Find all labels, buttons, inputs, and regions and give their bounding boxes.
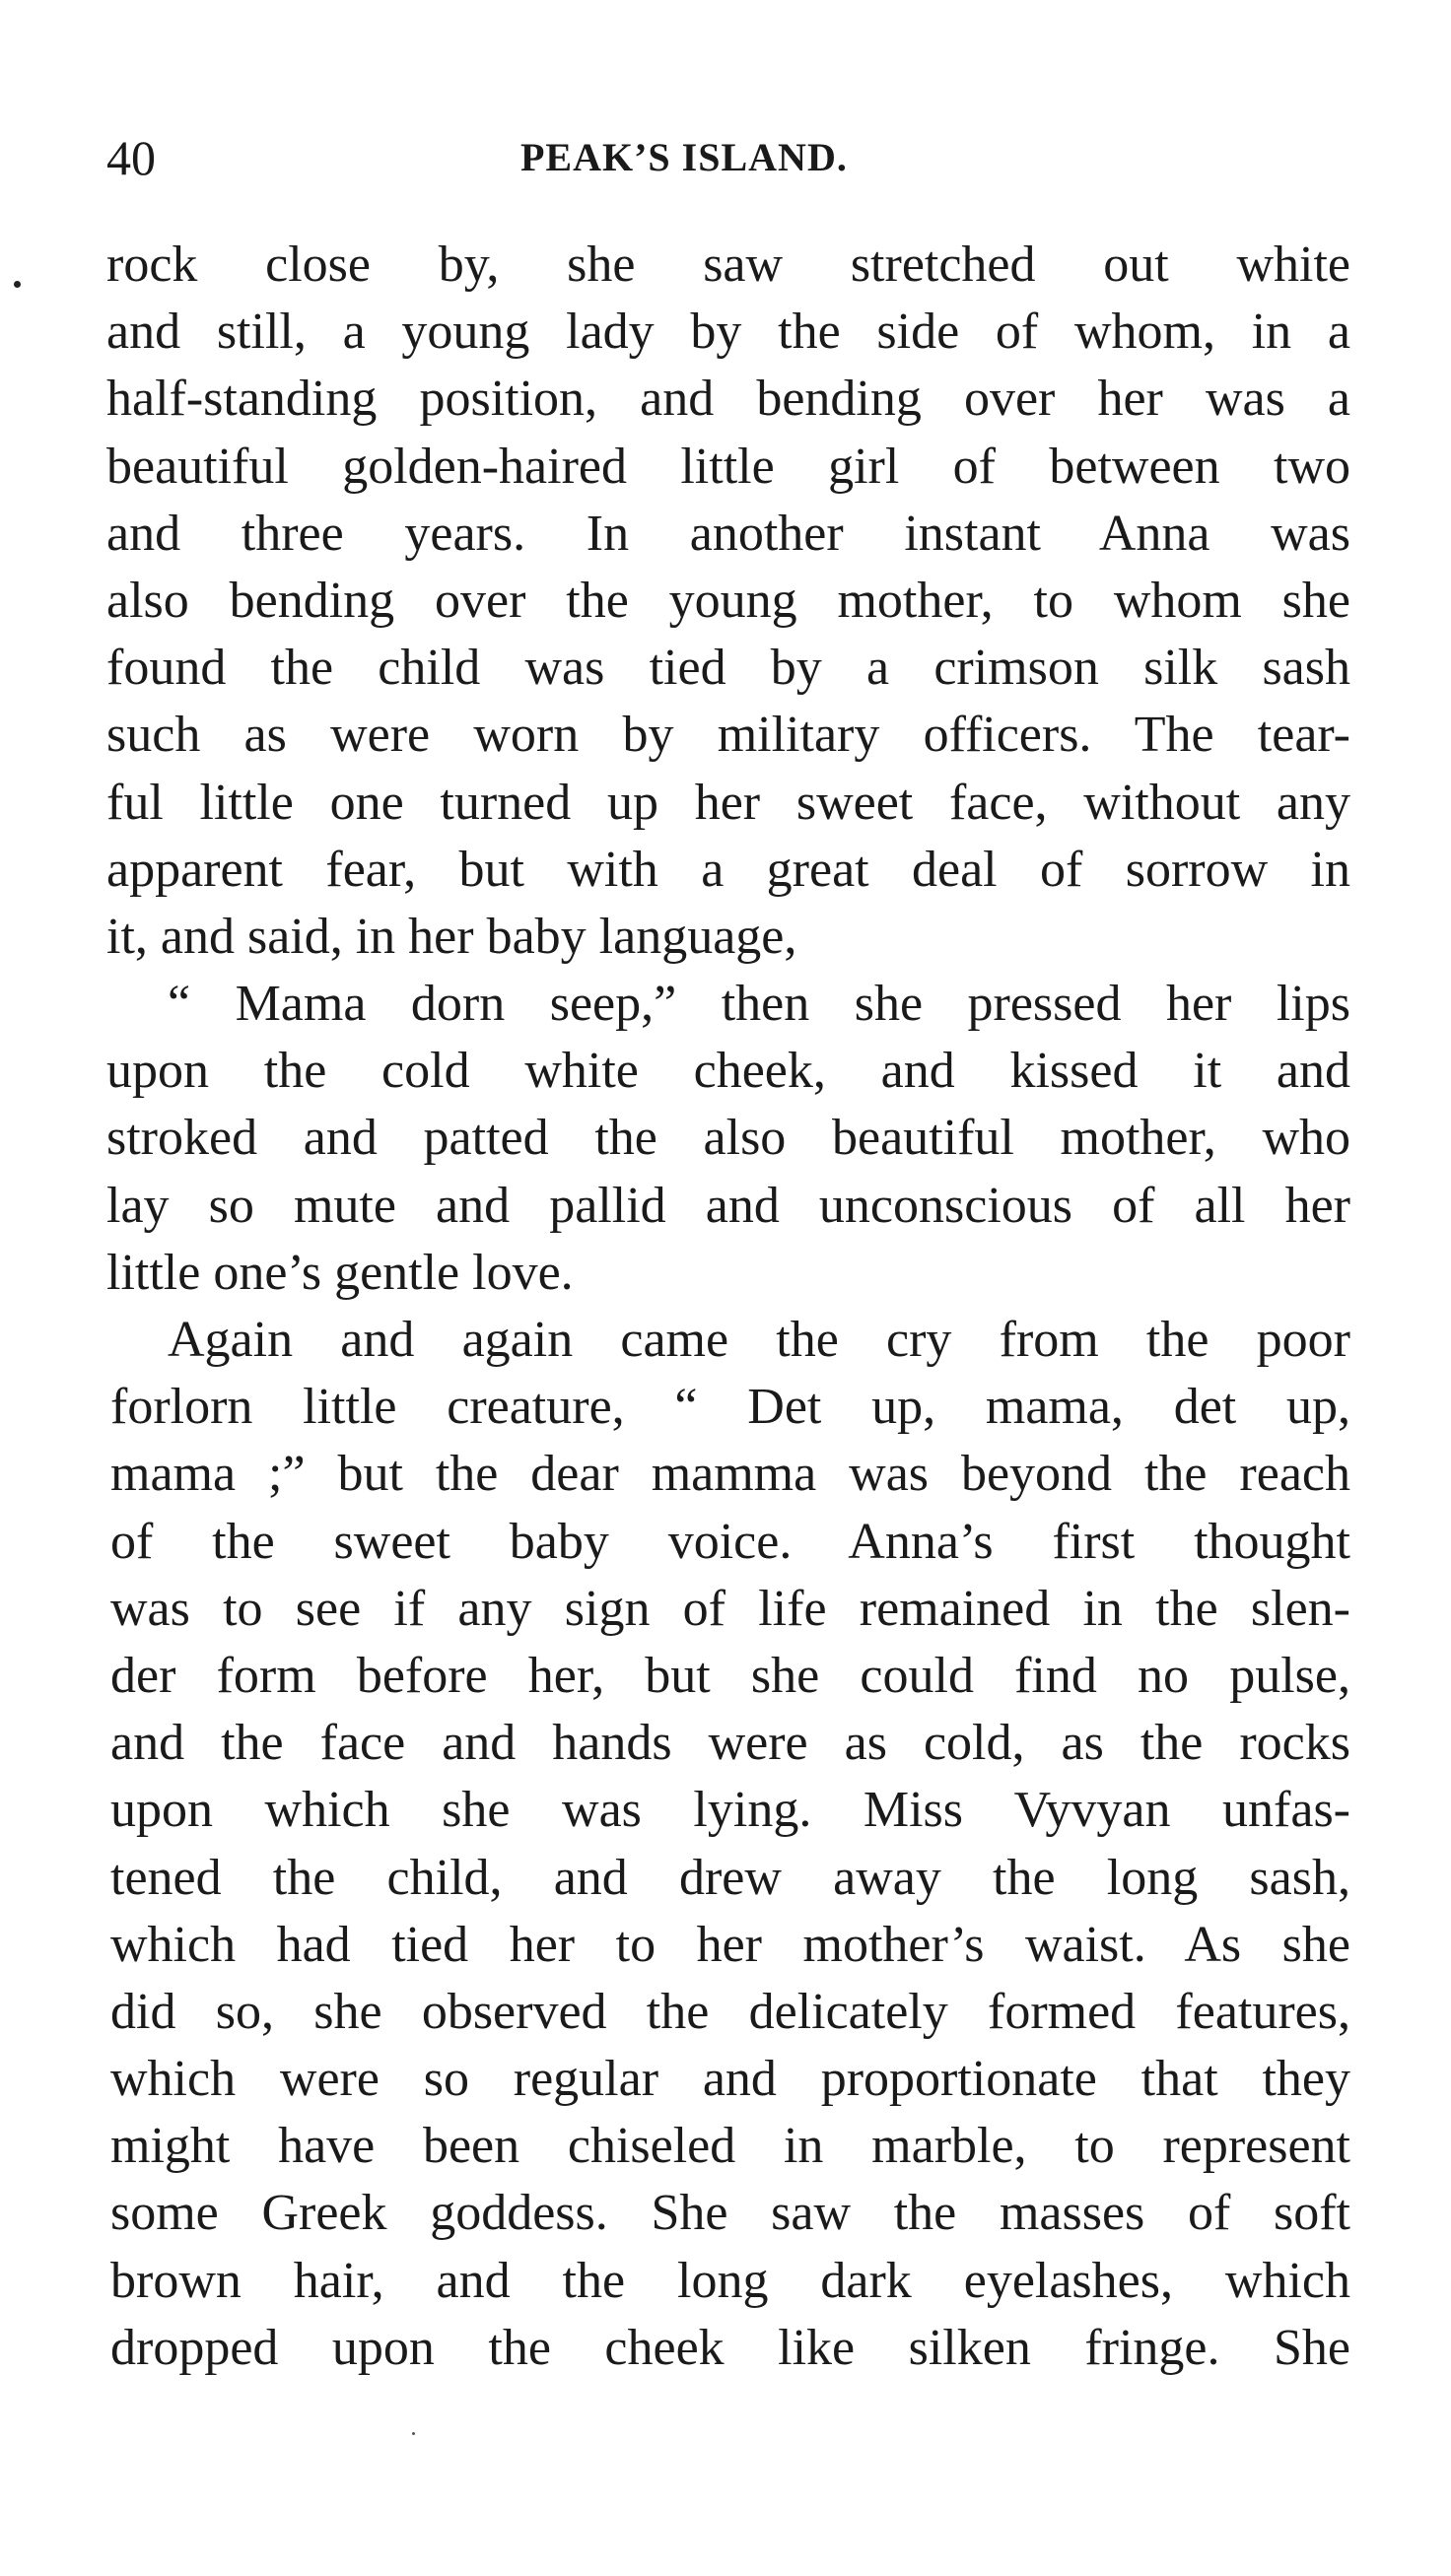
page-header [106,123,1370,192]
text-line: forlorn little creature, “ Det up, mama, det up, [110,1379,1350,1436]
text-line: upon which she was lying. Miss Vyvyan unfas- [110,1782,1350,1839]
text-line: upon the cold white cheek, and kissed it and [106,1043,1350,1100]
text-line: half-standing position, and bending over her was a [106,371,1350,428]
text-line: it, and said, in her baby language, [106,908,797,965]
text-line: brown hair, and the long dark eyelashes, which [110,2252,1350,2309]
margin-mark [14,281,21,288]
text-line: dropped upon the cheek like silken fringe. She [110,2319,1350,2376]
text-line: apparent fear, but with a great deal of sorrow in [106,841,1350,898]
text-line: which were so regular and proportionate that they [110,2051,1350,2108]
text-line: stroked and patted the also beautiful mother, who [106,1110,1350,1167]
text-line: mama ;” but the dear mamma was beyond the reach [110,1446,1350,1503]
text-line: little one’s gentle love. [106,1244,574,1301]
text-line: was to see if any sign of life remained in the slen- [110,1580,1350,1637]
text-line: ful little one turned up her sweet face, without any [106,774,1350,831]
text-line: tened the child, and drew away the long sash, [110,1849,1350,1906]
text-line: and still, a young lady by the side of whom, in a [106,304,1350,361]
text-line: found the child was tied by a crimson silk sash [106,640,1350,697]
page-number: 40 [106,130,156,185]
text-line: Again and again came the cry from the poor [168,1312,1350,1368]
text-line: did so, she observed the delicately formed features, [110,1983,1350,2040]
body-text [106,232,1350,2382]
text-line: such as were worn by military officers. The tear- [106,707,1350,764]
text-line: which had tied her to her mother’s waist. As she [110,1916,1350,1973]
text-line: might have been chiseled in marble, to represent [110,2118,1350,2175]
text-line: “ Mama dorn seep,” then she pressed her lips [168,976,1350,1033]
text-line: beautiful golden-haired little girl of between two [106,438,1350,495]
text-line: lay so mute and pallid and unconscious of all her [106,1177,1350,1234]
text-line: of the sweet baby voice. Anna’s first thought [110,1513,1350,1570]
text-line: der form before her, but she could find no pulse, [110,1647,1350,1704]
stray-mark [412,2432,415,2435]
text-line: rock close by, she saw stretched out white [106,237,1350,293]
text-line: also bending over the young mother, to whom she [106,572,1350,629]
text-line: and the face and hands were as cold, as the rocks [110,1715,1350,1772]
running-head: PEAK’S ISLAND. [520,135,848,179]
text-line: and three years. In another instant Anna was [106,505,1350,562]
text-line: some Greek goddess. She saw the masses of soft [110,2185,1350,2242]
